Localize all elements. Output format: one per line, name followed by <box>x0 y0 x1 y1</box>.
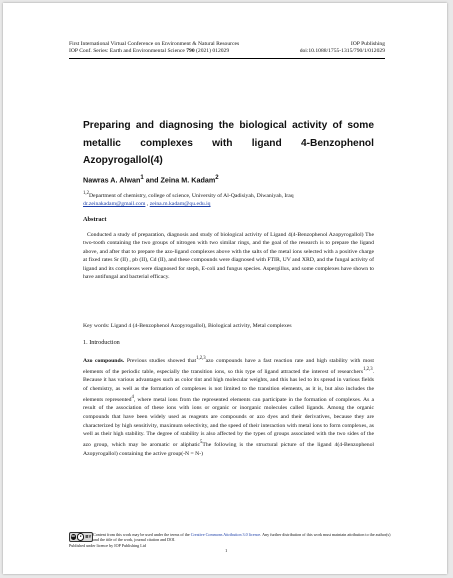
intro-text-3: . Because it has various advantages such as color tint and high molecular weights, and this has led to its spread in various fields of chemistry, as well as the formation of complexes is not limited to the transition elements, as it is, but also includes the elements represented <box>83 368 374 403</box>
cc-symbol: cc <box>71 534 76 539</box>
header-rule <box>69 58 385 59</box>
affiliation <box>83 190 373 208</box>
license-text <box>93 532 393 543</box>
section-heading-introduction <box>83 339 120 346</box>
author-2-sup: 2 <box>215 175 219 181</box>
citation-sup: 5 <box>200 440 203 445</box>
conference-name: First International Virtual Conference on Environment & Natural Resources <box>69 41 240 47</box>
cc-by-license-icon[interactable] <box>69 532 93 542</box>
license-link[interactable]: Creative Commons Attribution 3.0 licence <box>190 532 261 537</box>
citation-sup: 4 <box>131 394 134 400</box>
keywords: Key words: Ligand 4 (4-Benzophenol Azopyrogallol), Biological activity, Metal complexes <box>83 323 292 329</box>
author-1: Nawras A. Alwan <box>83 175 141 185</box>
publisher-name: IOP Publishing <box>350 41 385 47</box>
volume-number: 790 <box>186 48 195 54</box>
author-1-sup: 1 <box>140 175 144 181</box>
intro-text-4: , where metal ions from the represented elements can participate in the formation of complexes. As a result of the association of these ions with ions or organic or inorganic molecules called ligands. Among the organic compounds that have been widely used as reagents are compounds or azo dyes and their derivatives, because they are characterized by high sensitivity, maximum selectivity, and the speed of their interaction with metal ions to form complexes, as well as their high stability. The degree of stability is also affected by the types of groups associated with the two sides of the azo group, which may be aromatic or aliphatic <box>83 396 374 448</box>
abstract-body <box>83 231 374 281</box>
affiliation-text: Department of chemistry, college of science, University of Al-Qadisiyah, Diwaniyah, Iraq <box>88 192 294 199</box>
page-number: 1 <box>225 548 228 553</box>
paper-title: Preparing and diagnosing the biological activity of some metallic complexes with ligand 4-Benzophenol Azopyrogallol(4) <box>83 120 374 167</box>
publisher-licence-line: Published under licence by IOP Publishing Ltd <box>69 542 146 548</box>
running-header-right <box>300 41 385 55</box>
section-number: 1. <box>83 339 88 346</box>
person-icon: ● <box>77 533 84 540</box>
running-header-left <box>69 41 239 55</box>
paper-page <box>3 3 447 574</box>
author-line <box>83 175 219 184</box>
abstract-heading: Abstract <box>83 216 107 223</box>
license-text-1: Content from this work may be used under the terms of the <box>93 532 191 537</box>
intro-text-5: The following is the structural picture of the ligand 4(4-Benzophenol Azopyrogallol) containing the active group(-N = N-) <box>83 441 375 457</box>
author-2: Zeina M. Kadam <box>160 175 216 185</box>
by-label: BY <box>85 534 92 540</box>
citation-sup: 1,2,3 <box>363 366 373 372</box>
intro-text-2: azo compounds have a fast reaction rate and high stability with most elements of the periodic table, especially the transition ions, so this type of ligand attracted the interest of researchers <box>83 357 374 375</box>
license-text-2: . Any further distribution of this work must maintain attribution to the author(s) and the title of the work, journal citation and DOI. <box>93 532 391 543</box>
author-connector: and <box>143 175 161 185</box>
year-article: (2021) 012029 <box>196 48 230 54</box>
abstract-text: Conducted a study of preparation, diagnosis and study of biological activity of Ligand 4(4-Benzophenol Azopyrogallol) The two-tooth containing the two groups of nitrogen with two similar rings, and the goal of the research is to prepare the ligand above, and after that to prepare the azo-ligand complexes above with the salts of the metal ions selected with a positive charge at fixed rates Sr (II) , pb (II), Cd (II), and these compounds were diagnosed with FTIR, UV and XRD, and the fungal activity of ligand and its complexes were diagnosed for steph, E-coli and fungus species. Aspergillus, and some complexes have shown to have antifungal and bacterial efficacy. <box>83 232 374 281</box>
doi-text: doi:10.1088/1755-1315/790/1/012029 <box>299 48 385 54</box>
section-title: Introduction <box>89 339 120 346</box>
affiliation-sup: 1,2 <box>83 191 89 196</box>
series-name: IOP Conf. Series: Earth and Environmental Science <box>69 48 185 54</box>
email-link-2[interactable]: zeina.m.kadam@qu.edu.iq <box>149 200 211 207</box>
introduction-paragraph <box>83 355 374 458</box>
citation-sup: 1,2,3 <box>196 356 206 361</box>
email-link-1[interactable]: dr.zeinakadam@gmail.com <box>83 200 146 207</box>
intro-text-1: Previous studies showed that <box>124 357 197 364</box>
intro-lead: Azo compounds. <box>83 357 125 364</box>
email-separator: , <box>145 200 150 207</box>
journal-series <box>69 48 239 55</box>
